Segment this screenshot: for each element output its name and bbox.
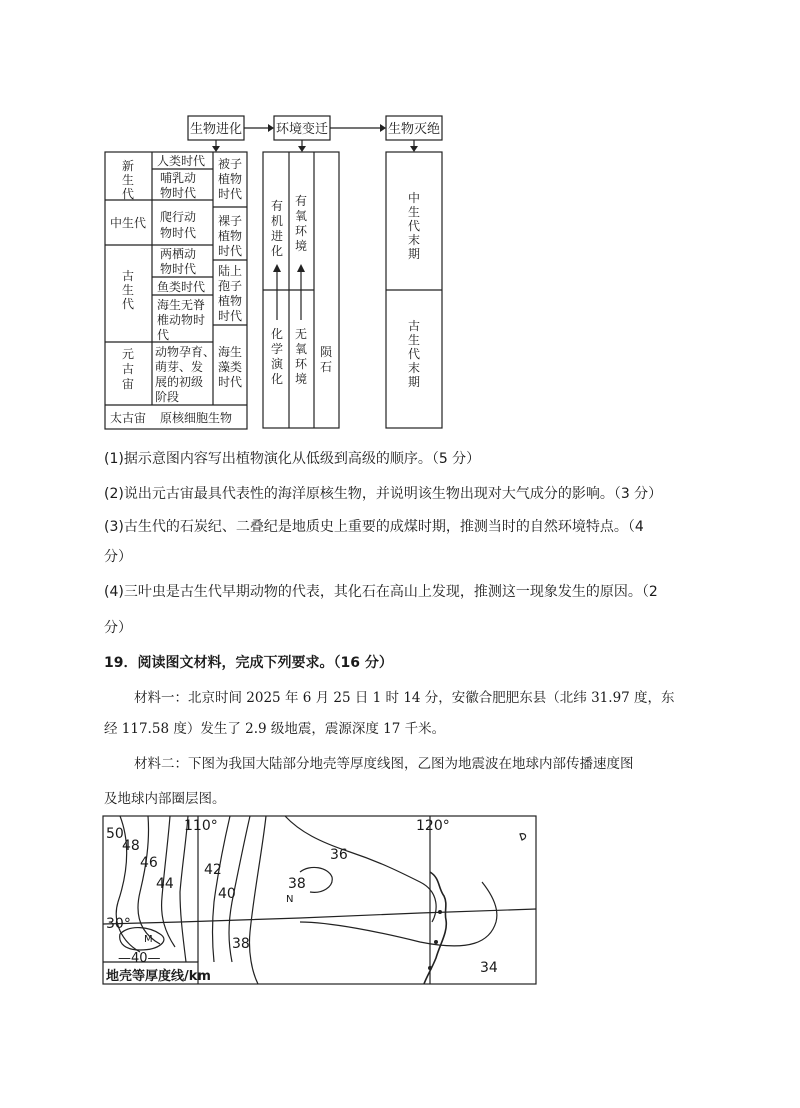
env-oxygen-2: 氧 [294, 209, 308, 223]
era-proterozoic-1: 元 [121, 347, 135, 361]
animal-proterozoic-2: 萌芽、发 [155, 360, 204, 374]
ext-paleozoic-5: 期 [407, 375, 421, 389]
coast-dot-1 [438, 910, 442, 914]
legend-value: —40— [118, 951, 161, 966]
era-cenozoic-3: 代 [121, 187, 135, 201]
animal-proterozoic-1: 动物孕育、 [155, 345, 216, 359]
env-oxygen-4: 境 [294, 239, 308, 253]
animal-marine-inv-2: 椎动物时 [157, 313, 206, 327]
plant-pteridophyte-1: 陆上 [218, 264, 243, 278]
contour-label-48: 48 [122, 838, 140, 854]
plant-gymnosperm-3: 时代 [218, 244, 243, 258]
animal-fish: 鱼类时代 [157, 280, 206, 294]
env-anoxic-3: 环 [294, 357, 308, 371]
env-organic-1: 有 [270, 199, 284, 213]
header-extinction: 生物灭绝 [387, 122, 441, 137]
env-chemical-2: 学 [270, 342, 284, 356]
plant-algae-1: 海生 [218, 345, 243, 359]
plant-angiosperm-3: 时代 [218, 187, 243, 201]
question-1: (1)据示意图内容写出植物演化从低级到高级的顺序。（5 分） [104, 451, 481, 467]
env-meteorite-1: 陨 [319, 345, 333, 359]
env-oxygen-1: 有 [294, 194, 308, 208]
plant-gymnosperm-1: 裸子 [218, 214, 243, 228]
ext-paleozoic-1: 古 [407, 319, 421, 333]
era-paleozoic-1: 古 [121, 269, 135, 283]
plant-pteridophyte-2: 孢子 [218, 279, 243, 293]
contour-label-42: 42 [204, 862, 222, 878]
animal-marine-inv-3: 代 [157, 328, 170, 342]
ext-paleozoic-2: 生 [407, 333, 421, 347]
geologic-evolution-diagram [0, 0, 800, 440]
env-chemical-4: 化 [270, 372, 284, 386]
plant-angiosperm-1: 被子 [218, 157, 243, 171]
animal-mammal-2: 物时代 [160, 186, 197, 200]
material-2-line-1: 材料二：下图为我国大陆部分地壳等厚度线图，乙图为地震波在地球内部传播速度图 [134, 756, 634, 772]
animal-amphibian-1: 两栖动 [160, 247, 197, 261]
era-mesozoic: 中生代 [109, 216, 147, 230]
contour-label-36: 36 [330, 847, 348, 863]
point-m: M [144, 934, 153, 945]
animal-proterozoic-4: 阶段 [155, 390, 180, 404]
animal-proterozoic-3: 展的初级 [155, 375, 204, 389]
ext-paleozoic-4: 末 [407, 361, 421, 375]
point-n: N [286, 894, 294, 905]
era-proterozoic-3: 宙 [121, 377, 135, 391]
env-meteorite-2: 石 [319, 360, 333, 374]
era-cenozoic-2: 生 [121, 173, 135, 187]
question-2: (2)说出元古宙最具代表性的海洋原核生物，并说明该生物出现对大气成分的影响。（3 分） [104, 486, 663, 502]
material-1-line-2: 经 117.58 度）发生了 2.9 级地震，震源深度 17 千米。 [104, 721, 446, 737]
material-1-line-1: 材料一：北京时间 2025 年 6 月 25 日 1 时 14 分，安徽合肥肥东县（北纬 31.97 度，东 [134, 690, 675, 706]
contour-label-44: 44 [156, 876, 174, 892]
crust-thickness-map [0, 812, 800, 992]
contour-label-46: 46 [140, 855, 158, 871]
coast-dot-2 [434, 940, 438, 944]
material-2-line-2: 及地球内部圈层图。 [104, 791, 226, 807]
animal-mammal-1: 哺乳动 [160, 171, 197, 185]
era-paleozoic-3: 代 [121, 297, 135, 311]
ext-mesozoic-5: 期 [407, 247, 421, 261]
contour-38-west [249, 816, 266, 984]
ext-paleozoic-3: 代 [407, 347, 421, 361]
label-lat-30: 30° [106, 916, 131, 932]
contour-label-40: 40 [218, 886, 236, 902]
era-paleozoic-2: 生 [121, 283, 135, 297]
animal-archean: 原核细胞生物 [160, 411, 233, 425]
plant-pteridophyte-3: 植物 [218, 294, 243, 308]
era-archean: 太古宙 [109, 411, 147, 425]
env-anoxic-2: 氧 [294, 342, 308, 356]
contour-label-50: 50 [106, 826, 124, 842]
plant-angiosperm-2: 植物 [218, 172, 243, 186]
animal-reptile-1: 爬行动 [160, 210, 197, 224]
question-3: (3)古生代的石炭纪、二叠纪是地质史上重要的成煤时期，推测当时的自然环境特点。（4 [104, 519, 644, 535]
contour-36 [285, 816, 436, 922]
era-cenozoic-1: 新 [121, 159, 135, 173]
era-proterozoic-2: 古 [121, 362, 135, 376]
animal-marine-inv-1: 海生无脊 [157, 298, 206, 312]
label-lon-120: 120° [416, 818, 450, 834]
env-chemical-3: 演 [270, 357, 284, 371]
legend-label: 地壳等厚度线/km [106, 969, 211, 984]
label-lon-110: 110° [184, 818, 218, 834]
env-oxygen-3: 环 [294, 224, 308, 238]
plant-algae-3: 时代 [218, 375, 243, 389]
coastline [424, 872, 446, 984]
plant-algae-2: 藻类 [218, 360, 243, 374]
env-anoxic-1: 无 [294, 327, 308, 341]
env-anoxic-4: 境 [294, 372, 308, 386]
ext-mesozoic-3: 代 [407, 219, 421, 233]
contour-label-34: 34 [480, 960, 498, 976]
question-19-heading: 19．阅读图文材料，完成下列要求。（16 分） [104, 655, 393, 671]
header-environment: 环境变迁 [275, 122, 329, 137]
question-3-cont: 分） [104, 549, 132, 565]
header-evolution: 生物进化 [189, 122, 243, 137]
animal-amphibian-2: 物时代 [160, 262, 197, 276]
env-organic-4: 化 [270, 244, 284, 258]
plant-pteridophyte-4: 时代 [218, 309, 243, 323]
ext-mesozoic-2: 生 [407, 205, 421, 219]
coast-dot-3 [428, 966, 432, 970]
contour-label-38-west: 38 [232, 936, 250, 952]
env-chemical-1: 化 [270, 327, 284, 341]
plant-gymnosperm-2: 植物 [218, 229, 243, 243]
ext-mesozoic-1: 中 [407, 191, 421, 205]
island [520, 834, 526, 840]
env-organic-3: 进 [270, 229, 284, 243]
ext-mesozoic-4: 末 [407, 233, 421, 247]
parallel-30 [103, 909, 536, 924]
animal-reptile-2: 物时代 [160, 226, 197, 240]
question-4: (4)三叶虫是古生代早期动物的代表，其化石在高山上发现，推测这一现象发生的原因。（2 [104, 584, 658, 600]
env-organic-2: 机 [270, 214, 284, 228]
contour-44 [180, 816, 188, 962]
question-4-cont: 分） [104, 620, 132, 636]
contour-label-38-n: 38 [288, 876, 306, 892]
animal-human: 人类时代 [157, 154, 206, 168]
